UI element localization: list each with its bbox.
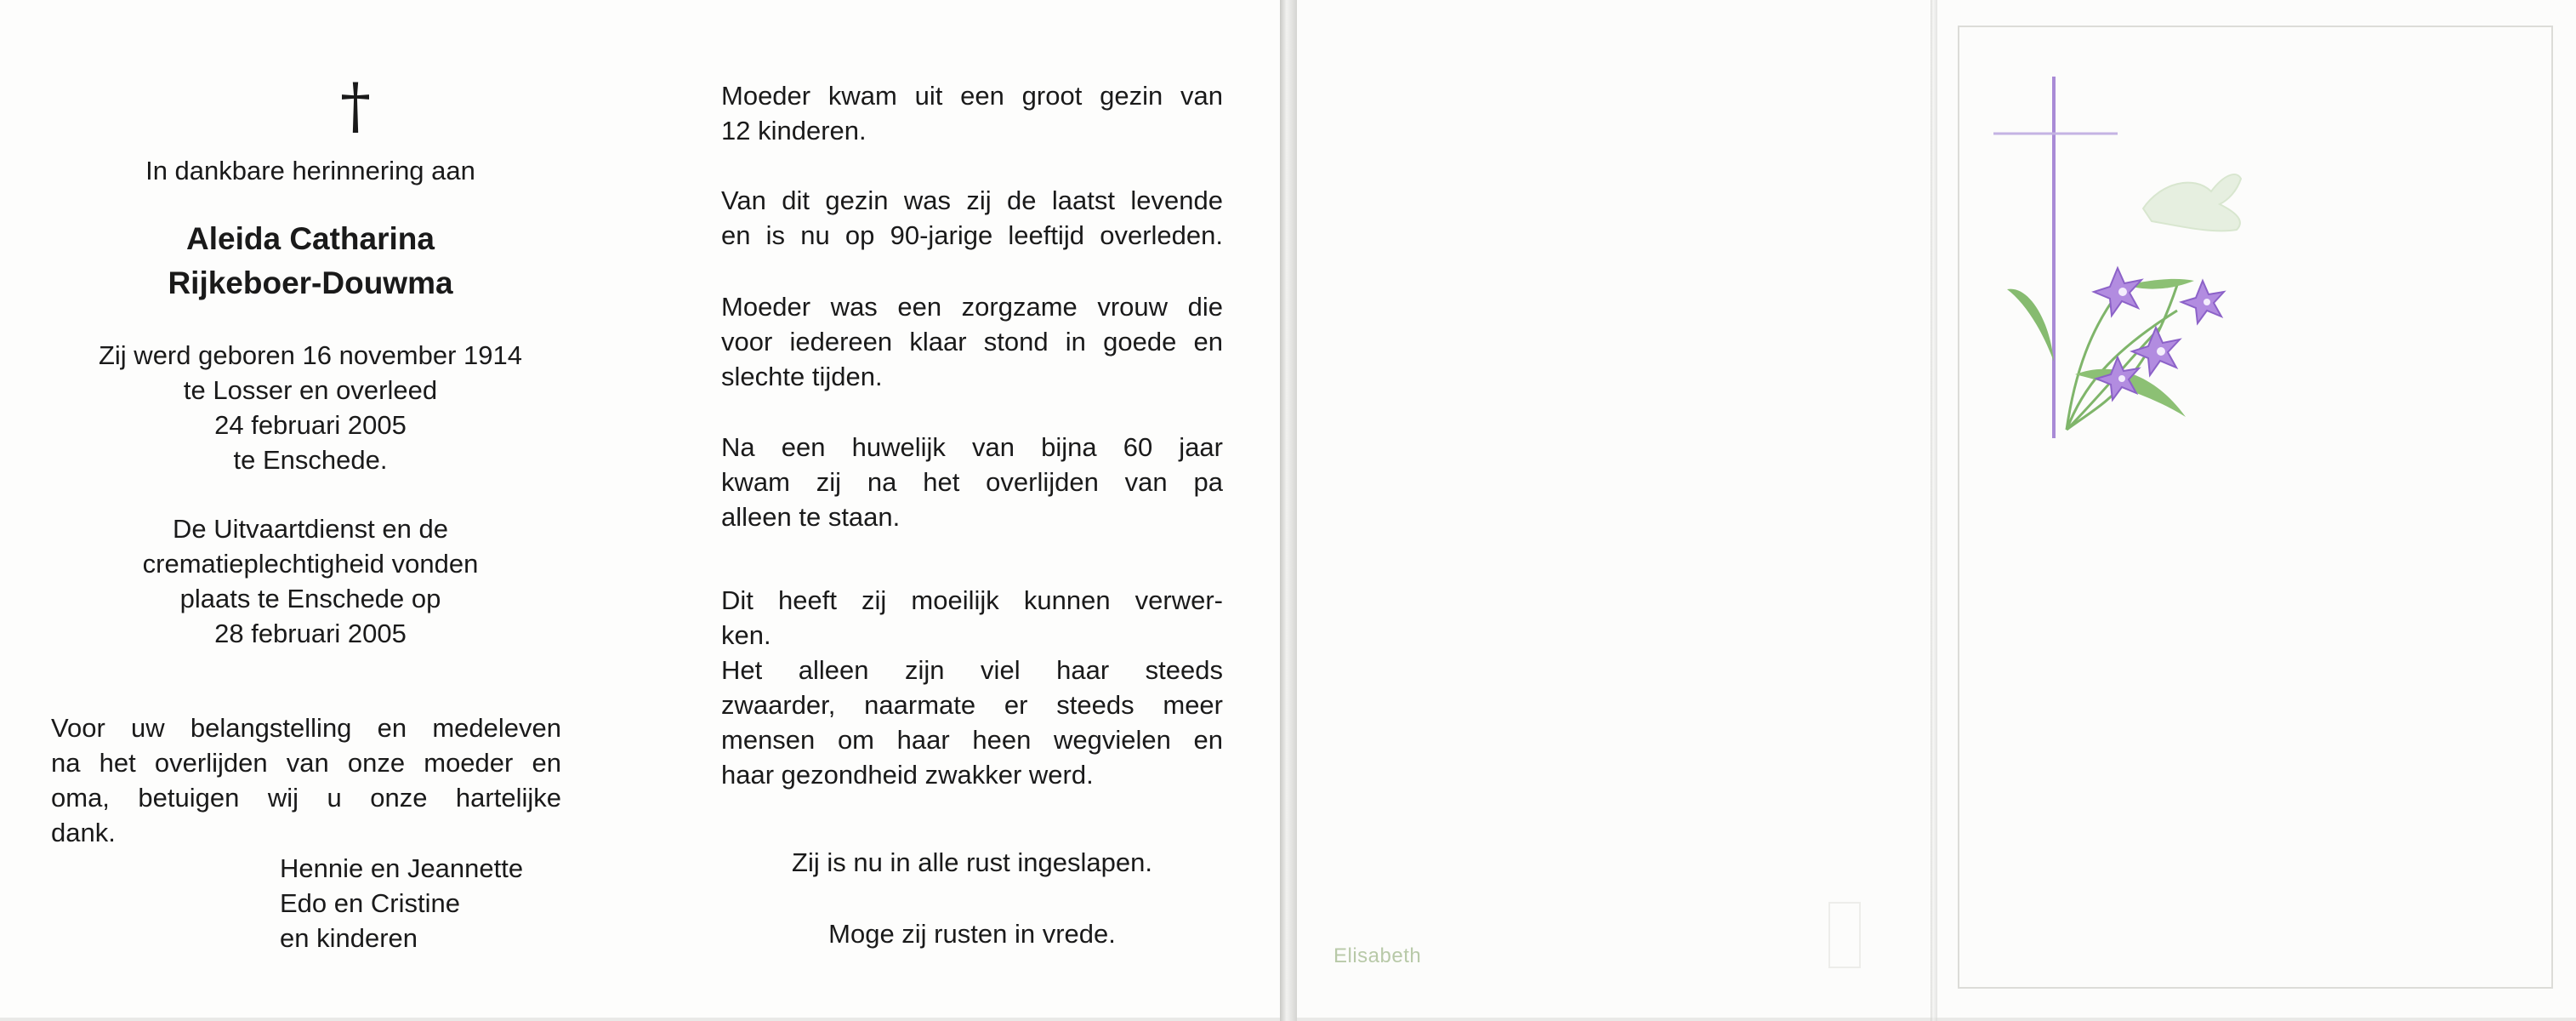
text-line: ken. xyxy=(721,620,771,650)
text-line: zwaarder, naarmate er steeds meer xyxy=(721,690,1223,720)
detail-line: Zij werd geboren 16 november 1914 xyxy=(98,340,523,370)
cross-icon: † xyxy=(340,70,371,141)
signer-line: Hennie en Jeannette xyxy=(280,853,524,883)
brand-mark-icon xyxy=(1828,902,1861,968)
life-paragraph xyxy=(721,289,1223,394)
deceased-name xyxy=(51,217,570,305)
text-line: Moeder kwam uit een groot gezin van xyxy=(721,81,1223,111)
funeral-service-details xyxy=(51,511,570,651)
life-paragraph xyxy=(721,430,1223,534)
signer-line: en kinderen xyxy=(280,923,418,953)
text-line: Moeder was een zorgzame vrouw die xyxy=(721,292,1223,322)
text-line: Van dit gezin was zij de laatst levende xyxy=(721,185,1223,215)
text-line: haar gezondheid zwakker werd. xyxy=(721,760,1094,790)
thank-you-text xyxy=(51,710,561,850)
detail-line: crematieplechtigheid vonden xyxy=(142,549,479,579)
life-paragraph xyxy=(721,583,1223,792)
signer-line: Edo en Cristine xyxy=(280,888,460,918)
text-line: oma, betuigen wij u onze hartelijke xyxy=(51,783,561,813)
birth-death-details xyxy=(51,338,570,477)
detail-line: te Enschede. xyxy=(233,445,388,475)
name-line: Rijkeboer-Douwma xyxy=(168,265,453,300)
text-line: Het alleen zijn viel haar steeds xyxy=(721,655,1223,685)
text-line: voor iedereen klaar stond in goede en xyxy=(721,327,1223,356)
brand-label: Elisabeth xyxy=(1333,944,1422,967)
text-line: en is nu op 90-jarige leeftijd overleden. xyxy=(721,220,1223,250)
text-line: Dit heeft zij moeilijk kunnen verwer- xyxy=(721,585,1223,615)
text-line: slechte tijden. xyxy=(721,362,883,391)
text-line: Na een huwelijk van bijna 60 jaar xyxy=(721,432,1223,462)
detail-line: De Uitvaartdienst en de xyxy=(173,514,448,544)
closing-line: Moge zij rusten in vrede. xyxy=(828,919,1116,949)
name-line: Aleida Catharina xyxy=(186,221,435,256)
text-line: Voor uw belangstelling en medeleven xyxy=(51,713,561,743)
text-line: na het overlijden van onze moeder en xyxy=(51,748,561,778)
text-line: kwam zij na het overlijden van pa xyxy=(721,467,1223,497)
closing-line: Zij is nu in alle rust ingeslapen. xyxy=(792,847,1152,877)
text-line: alleen te staan. xyxy=(721,502,901,532)
text-line: mensen om haar heen wegvielen en xyxy=(721,725,1223,755)
life-paragraph xyxy=(721,183,1223,253)
fold-crease xyxy=(1280,0,1297,1021)
text-line: dank. xyxy=(51,818,116,847)
text-line: 12 kinderen. xyxy=(721,116,867,145)
intro-text: In dankbare herinnering aan xyxy=(145,156,475,185)
fold-crease xyxy=(1931,0,1937,1021)
cross-and-flowers-icon xyxy=(1982,72,2262,447)
detail-line: plaats te Enschede op xyxy=(179,584,441,613)
detail-line: te Losser en overleed xyxy=(183,375,438,405)
life-paragraph xyxy=(721,78,1223,148)
detail-line: 28 februari 2005 xyxy=(214,619,407,648)
card-inside-left-spread xyxy=(0,0,1280,1018)
family-signers xyxy=(280,851,586,955)
detail-line: 24 februari 2005 xyxy=(214,410,407,440)
